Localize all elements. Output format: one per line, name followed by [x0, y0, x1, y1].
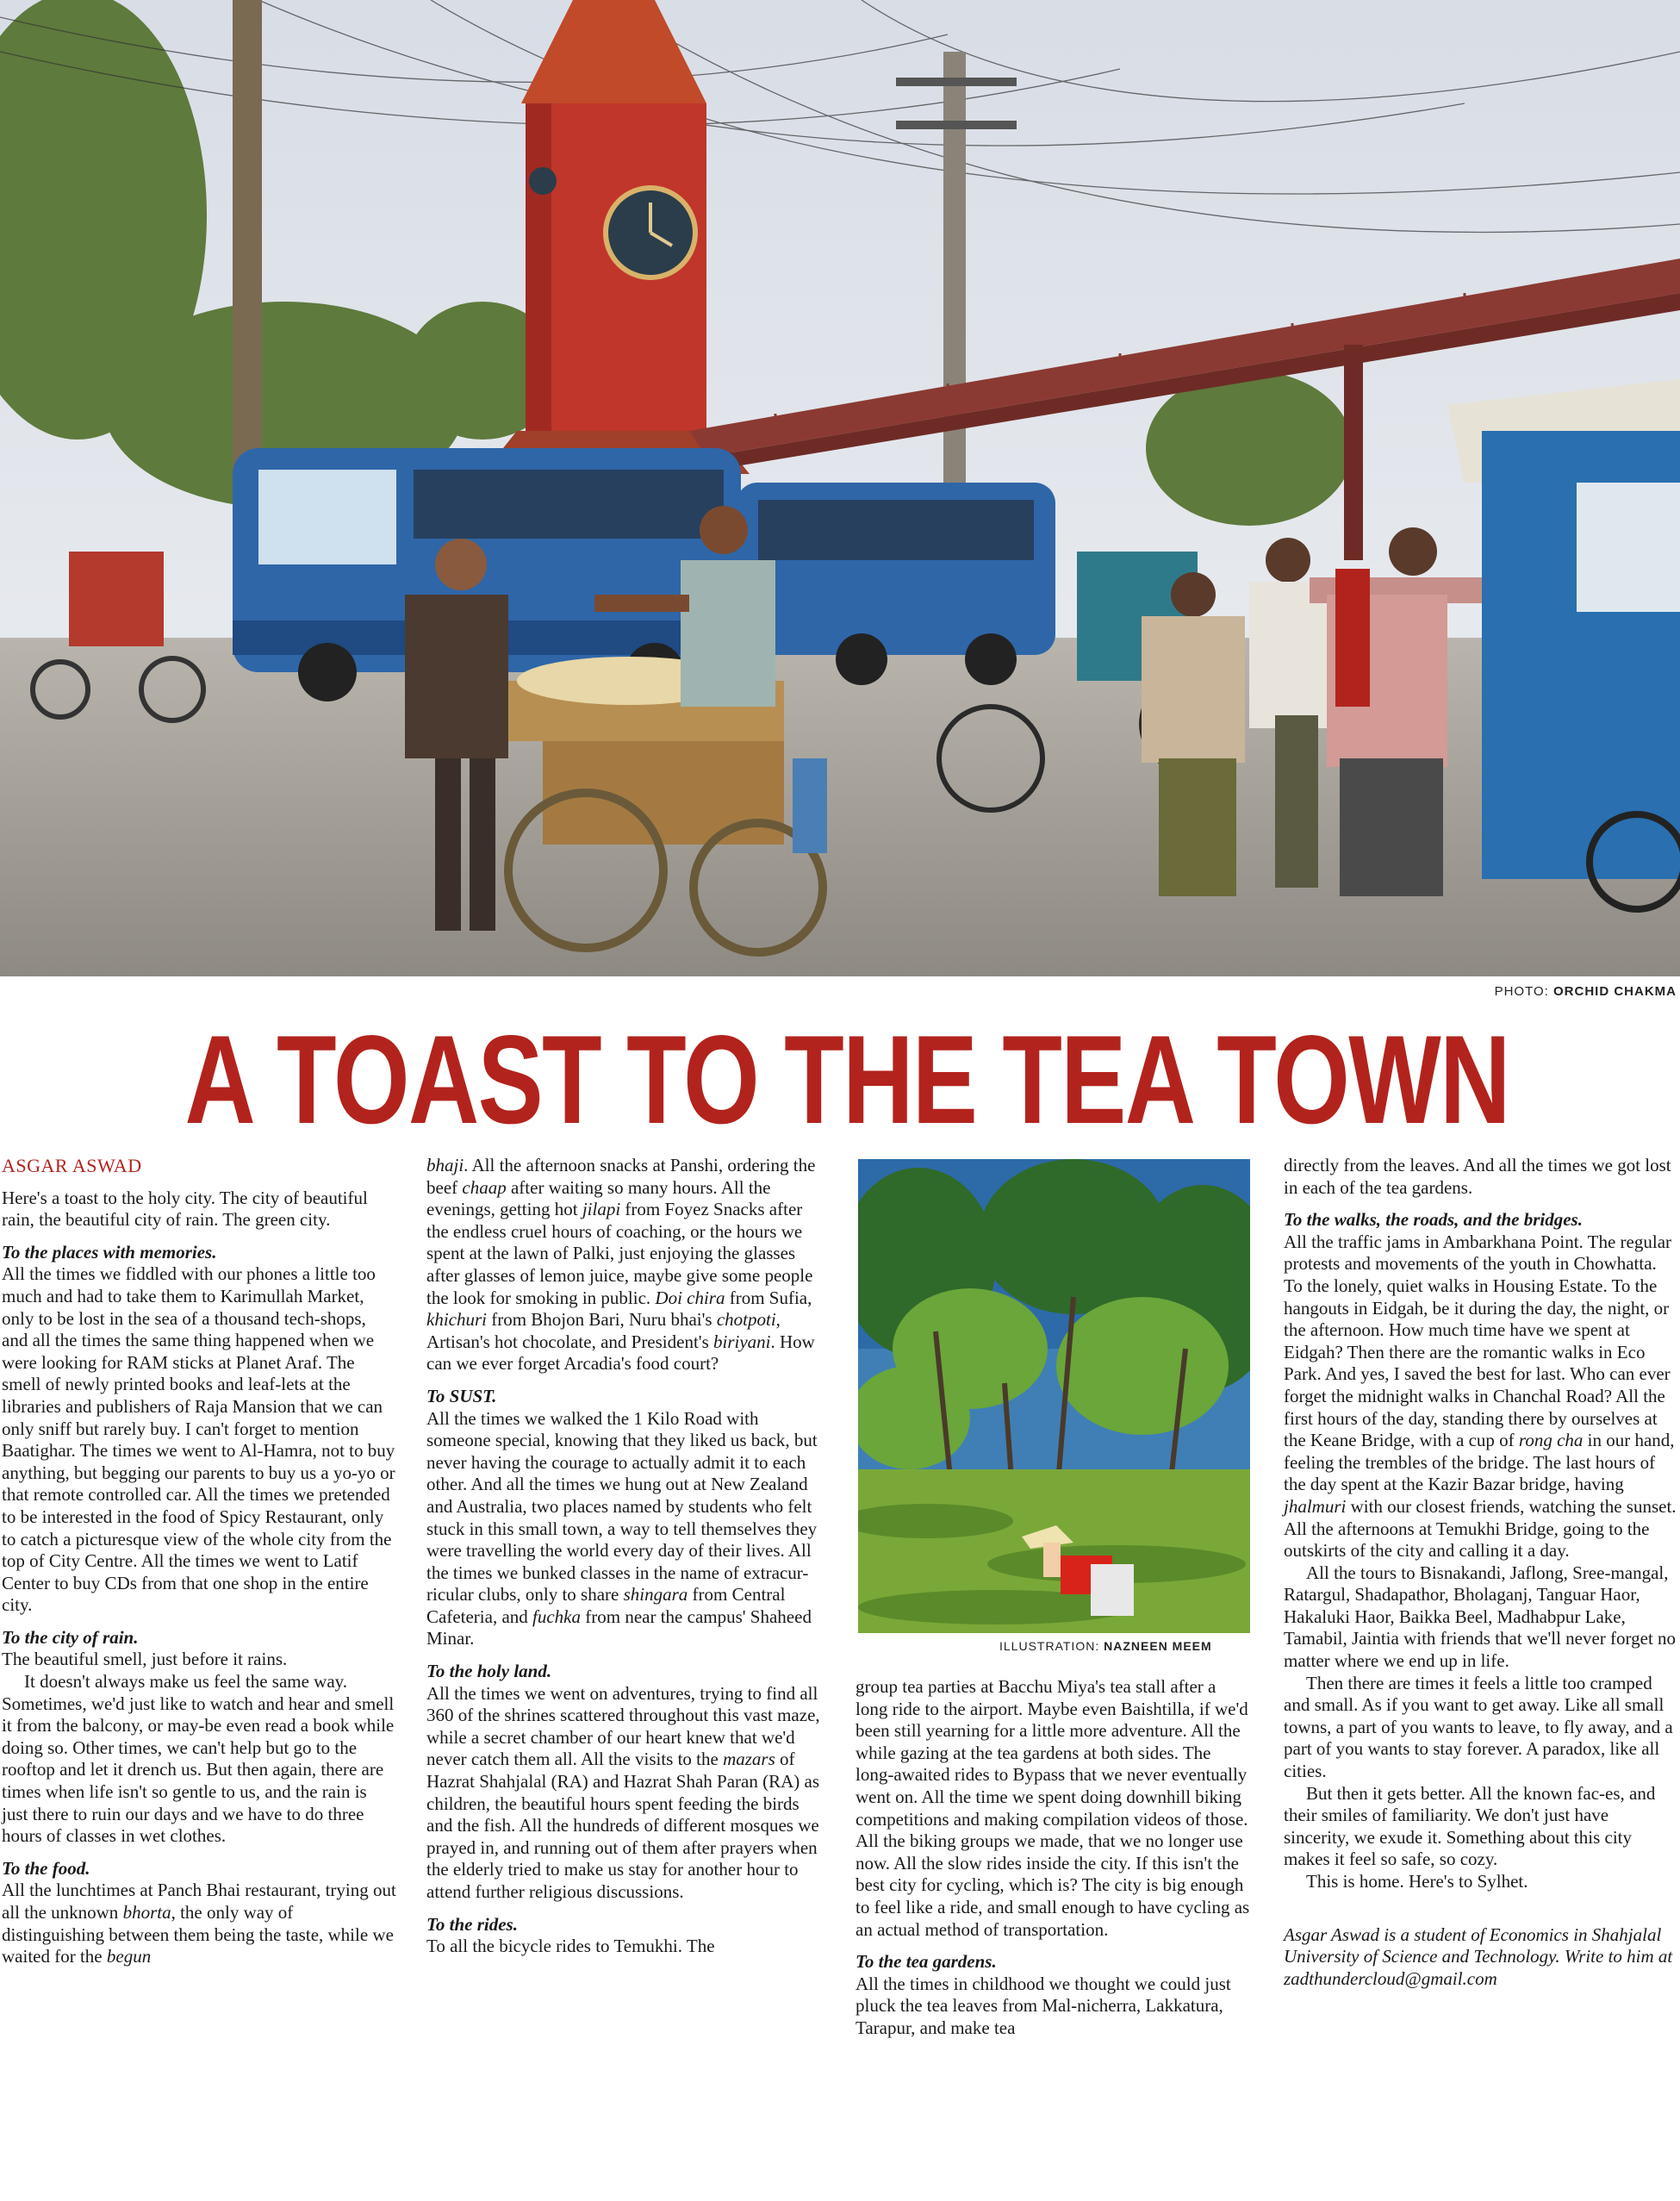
paragraph-rain-1: The beautiful smell, just before it rains.: [2, 1649, 288, 1670]
text-run: from Central Cafeteria, and: [426, 1584, 786, 1627]
paragraph-tea-gardens: All the times in childhood we thought we could just pluck the tea leaves from Mal-nicherra, Lakkatura, Tarapur, and make tea: [856, 1973, 1231, 2038]
text-run-italic: bhaji: [426, 1155, 464, 1175]
text-run-italic: jilapi: [582, 1199, 621, 1220]
text-run-italic: bhorta: [122, 1902, 171, 1923]
paragraph-sust: [426, 1408, 821, 1651]
text-run: All the times we walked the 1 Kilo Road with someone special, knowing that they liked us back, but never having the courage to actually admit it to each other. And all the times we hung out at New Zealand and Australia, two places named by students who felt stuck in this small town, a way to tell themselves they were travelling the world every day of their lives. All the times we bunked classes in the name of extracur-ricular clubs, only to share: [426, 1407, 818, 1606]
article-column-2: [426, 1155, 821, 1968]
text-run-italic: biriyani: [713, 1331, 771, 1352]
subhead-food: To the food.: [2, 1857, 90, 1879]
paragraph-places: All the times we fiddled with our phones a little too much and had to take them to Karimullah Market, only to be lost in the sea of a thousand tech-shops, and all the times the same thing happened when we were looking for RAM sticks at Planet Araf. The smell of newly printed books and leaf-lets at the libraries and publishers of Raja Mansion that we can only sniff but rarely buy. I can't forget to mention Baatighar. The times we went to Al-Hamra, not to buy anything, but begging our parents to buy us a yo-yo or that remote controlled car. All the times we pretended to be interested in the food of Spicy Restaurant, only to catch a picturesque view of the whole city from the top of City Centre. All the times we went to Latif Center to buy CDs from that one shop in the entire city.: [2, 1263, 395, 1616]
paragraph-rain-2: It doesn't always make us feel the same way. Sometimes, we'd just like to watch and hear and smell it from the balcony, or may-be even read a book while doing so. Other times, we can't help but go to the rooftop and let it drench us. But then again, there are times when life isn't so gentle to us, and the rain is just there to ruin our days and we have to do three hours of classes in wet clothes.: [2, 1671, 395, 1847]
text-run-italic: shingara: [623, 1584, 688, 1606]
photo-credit-label: PHOTO:: [1494, 984, 1553, 999]
text-run-italic: begun: [106, 1946, 152, 1967]
text-run: with our closest friends, watching the sunset. All the afternoons at Temukhi Bridge, going to the outskirts of the city and calling it a day.: [1284, 1495, 1677, 1562]
illustration-credit-name: NAZNEEN MEEM: [1104, 1639, 1212, 1653]
subhead-rides: To the rides.: [426, 1913, 518, 1935]
photo-credit-name: ORCHID CHAKMA: [1553, 984, 1677, 999]
paragraph-better: But then it gets better. All the known fac-es, and their smiles of familiarity. We don't just have sincerity, we exude it. Something about this city makes it feel so safe, so cozy.: [1284, 1782, 1656, 1870]
subhead-walks: To the walks, the roads, and the bridges.: [1284, 1209, 1583, 1231]
article-column-3: [856, 1676, 1250, 2050]
text-run: All the traffic jams in Ambarkhana Point. The regular protests and movements of the youth in Chowhatta. To the lonely, quiet walks in Housing Estate. To the hangouts in Eidgah, be it during the day, the night, or the afternoon. How much time have we spent at Eidgah? Then there are the romantic walks in Eco Park. And yes, I saved the best for last. Who can ever forget the midnight walks in Chanchal Road? All the first hours of the day, standing there by ourselves at the Keane Bridge, with a cup of: [1284, 1231, 1672, 1451]
text-run: . All the afternoon snacks at Panshi, ordering the beef: [426, 1155, 816, 1198]
paragraph-tours: All the tours to Bisnakandi, Jaflong, Sree-mangal, Ratargul, Shadapathor, Bholaganj, Tanguar Haor, Hakaluki Haor, Baikka Beel, Madhabpur Lake, Tamabil, Jaintia with friends that we'll never forget no matter where we end up in life.: [1284, 1562, 1677, 1672]
photo-credit: [1495, 984, 1677, 999]
paragraph-paradox: Then there are times it feels a little too cramped and small. As if you want to get away. Like all small towns, a part of you wants to leave, to fly away, and a part of you wants to stay forever. A paradox, like all cities.: [1284, 1672, 1673, 1782]
subhead-places: To the places with memories.: [2, 1241, 217, 1263]
author-bio: Asgar Aswad is a student of Economics in Shahjalal University of Science and Technology. Write to him at zadthundercloud@gmail.com: [1284, 1924, 1673, 1989]
hero-photo: [0, 0, 1680, 976]
text-run-italic: chaap: [462, 1176, 507, 1198]
intro-paragraph: Here's a toast to the holy city. The city of beautiful rain, the beautiful city of rain. The green city.: [2, 1187, 368, 1231]
byline: ASGAR ASWAD: [2, 1155, 142, 1176]
text-run: from near the campus' Shaheed Minar.: [426, 1606, 812, 1649]
text-run-italic: mazars: [723, 1749, 775, 1770]
subhead-holy-land: To the holy land.: [426, 1661, 552, 1682]
tea-stall: [1447, 379, 1680, 909]
tea-garden-illustration: [858, 1159, 1250, 1633]
text-run: All the times we went on adventures, trying to find all 360 of the shrines scattered throughout this vast maze, while a secret chamber of our heart knew that we'd never catch them all. All the visits to the: [426, 1682, 820, 1770]
paragraph-holy-land: [426, 1683, 821, 1904]
subhead-tea-gardens: To the tea gardens.: [856, 1951, 997, 1973]
bus-right: [737, 483, 1055, 685]
text-run: from Bhojon Bari, Nuru bhai's: [486, 1309, 717, 1331]
illustration-credit: [999, 1639, 1212, 1653]
article-column-1: [2, 1155, 396, 1979]
text-run: from Foyez Snacks after the endless cruel hours of coaching, or the hours we spent at the lawn of Palki, just enjoying the glasses after glasses of lemon juice, maybe give some people the look for smoking in public.: [426, 1199, 813, 1308]
text-run-italic: khichuri: [426, 1309, 487, 1331]
article-column-4: [1284, 1155, 1678, 2000]
text-run: All the lunchtimes at Panch Bhai restaurant, trying out all the unknown: [2, 1880, 396, 1923]
paragraph-rides-cont: group tea parties at Bacchu Miya's tea stall after a long ride to the airport. Maybe even Baishtilla, if we'd been still yearning for a little more adventure. All the while gazing at the tea gardens at both sides. The long-awaited rides to Bypass that we never eventually went on. All the time we spent doing downhill biking competitions and making compilation videos of those. All the biking groups we made, that we no longer use now. All the slow rides inside the city. If this isn't the best city for cycling, which is? The city is big enough to feel like a ride, and small enough to have cycling as an actual method of transportation.: [856, 1676, 1250, 1940]
subhead-sust: To SUST.: [426, 1385, 497, 1406]
text-run: . How can we ever forget Arcadia's food court?: [426, 1331, 815, 1375]
text-run-italic: rong cha: [1518, 1430, 1584, 1451]
text-run: after waiting so many hours. All the evenings, getting hot: [426, 1176, 771, 1220]
text-run-italic: chotpoti: [716, 1309, 776, 1331]
paragraph-food: [2, 1880, 396, 1967]
text-run: , the only way of distinguishing between them being the taste, while we waited for the: [2, 1902, 394, 1967]
paragraph-food-cont: [426, 1155, 821, 1375]
paragraph-tea-gardens-cont: directly from the leaves. And all the times we got lost in each of the tea gardens.: [1284, 1155, 1671, 1198]
text-run: in our hand, feeling the trembles of the bridge. The last hours of the day spent at the Kazir Bazar bridge, having: [1284, 1430, 1675, 1495]
text-run: from Sufia,: [725, 1287, 812, 1308]
text-run: of Hazrat Shahjalal (RA) and Hazrat Shah Paran (RA) as children, the beautiful hours spent feeding the birds and the fish. All the hundreds of different mosques we prayed in, and running out of them after prayers when the elderly tried to make us stay for another hour to attend further religious discussions.: [426, 1749, 820, 1902]
paragraph-rides: To all the bicycle rides to Temukhi. The: [426, 1936, 715, 1957]
paragraph-walks: [1284, 1231, 1678, 1562]
text-run-italic: Doi chira: [655, 1287, 725, 1308]
text-run-italic: jhalmuri: [1284, 1495, 1347, 1517]
illustration-credit-label: ILLUSTRATION:: [999, 1639, 1104, 1653]
text-run-italic: fuchka: [532, 1606, 582, 1627]
paragraph-home: This is home. Here's to Sylhet.: [1306, 1871, 1528, 1892]
subhead-rain: To the city of rain.: [2, 1626, 139, 1648]
headline: A TOAST TO THE TEA TOWN: [184, 1009, 1509, 1150]
text-run: , Artisan's hot chocolate, and President's: [426, 1309, 781, 1352]
